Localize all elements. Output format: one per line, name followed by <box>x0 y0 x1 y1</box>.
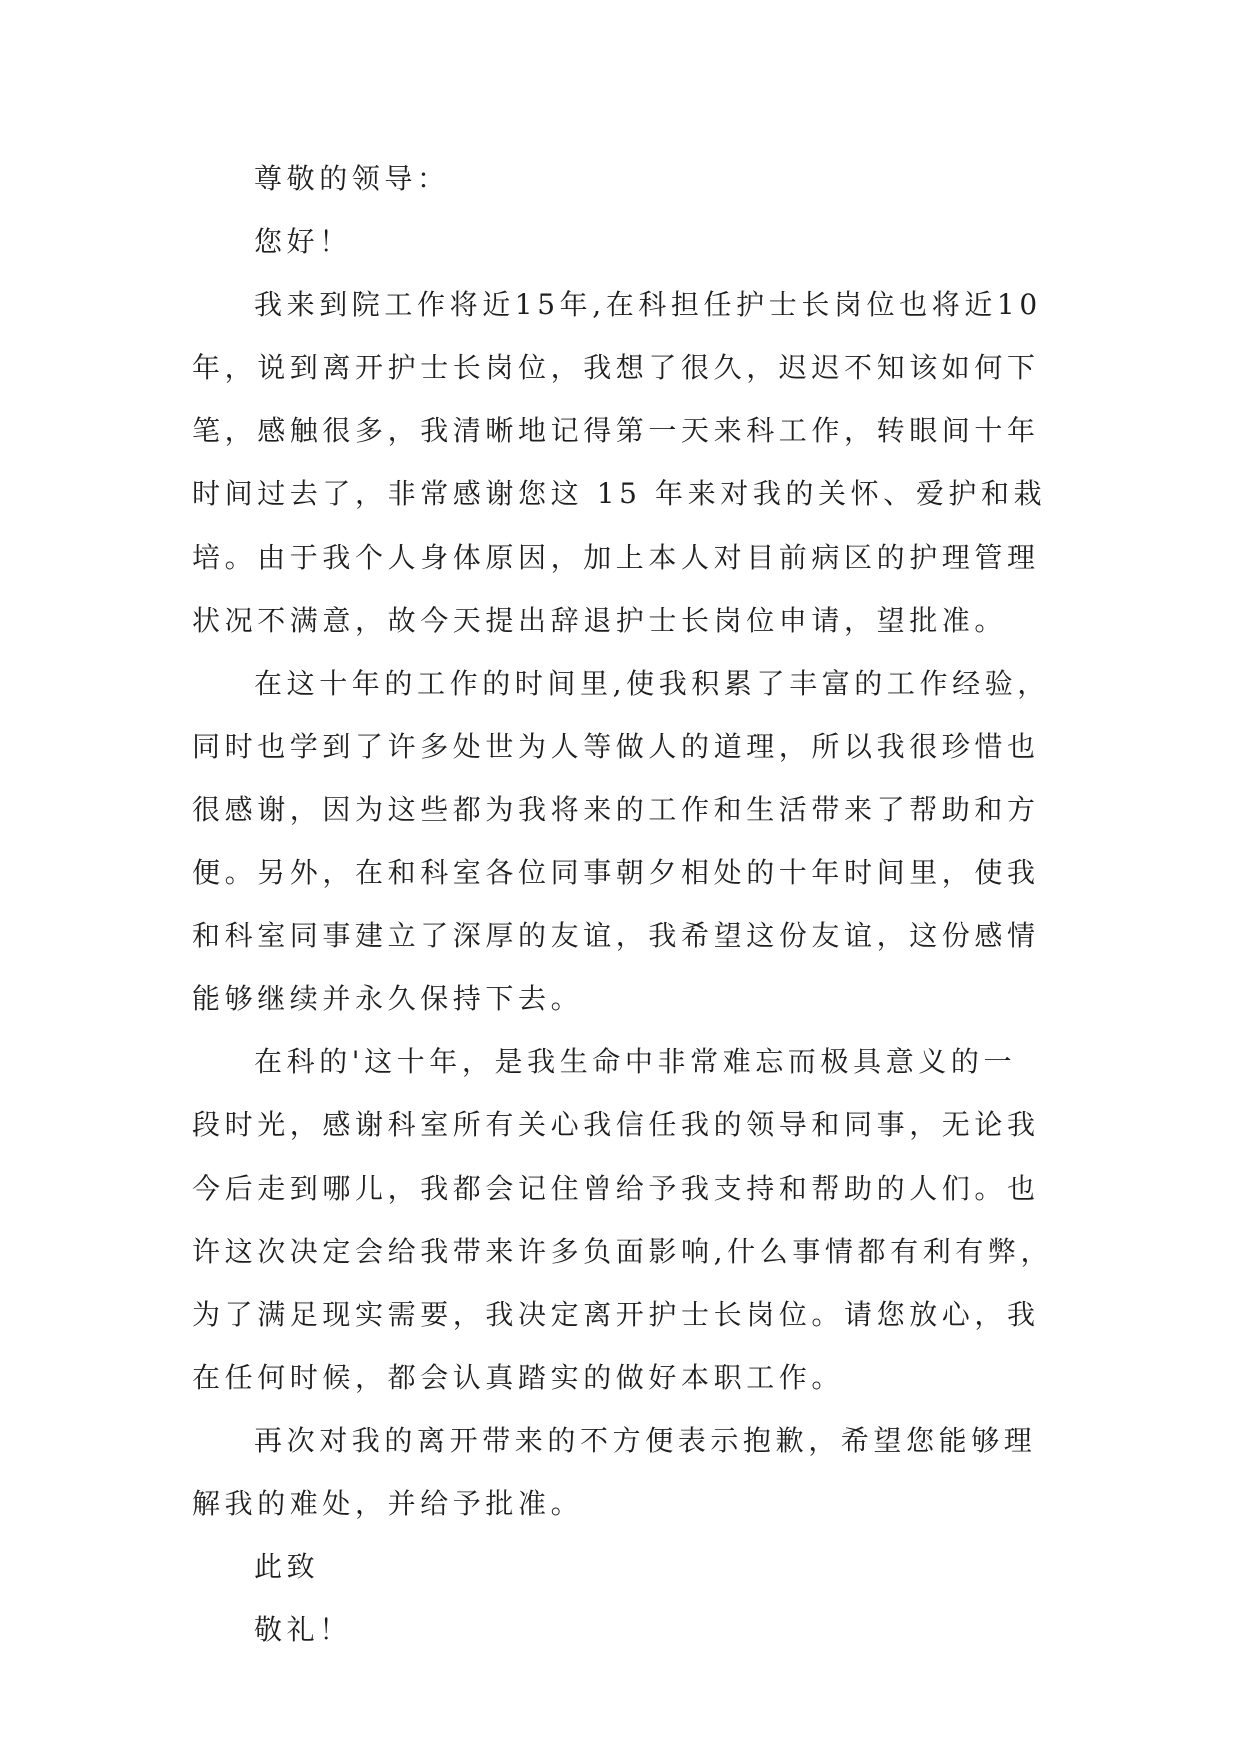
text-line: 在任何时候，都会认真踏实的做好本职工作。 <box>192 1360 845 1394</box>
text-line: 在科的'这十年，是我生命中非常难忘而极具意义的一 <box>254 1045 1017 1079</box>
closing-line-2: 敬礼！ <box>254 1613 352 1647</box>
text-line: 解我的难处，并给予批准。 <box>192 1486 584 1520</box>
text-line: 在这十年的工作的时间里,使我积累了丰富的工作经验， <box>254 666 1050 700</box>
text-line: 为了满足现实需要，我决定离开护士长岗位。请您放心，我 <box>192 1297 1040 1331</box>
text-line: 时间过去了，非常感谢您这 15 年来对我的关怀、爱护和栽 <box>192 477 1047 511</box>
text-line: 段时光，感谢科室所有关心我信任我的领导和同事，无论我 <box>192 1108 1040 1142</box>
text-line: 年，说到离开护士长岗位，我想了很久，迟迟不知该如何下 <box>192 351 1040 385</box>
closing-line-1: 此致 <box>254 1550 320 1584</box>
text-line: 再次对我的离开带来的不方便表示抱歉，希望您能够理 <box>254 1423 1037 1457</box>
text-line: 许这次决定会给我带来许多负面影响,什么事情都有利有弊， <box>192 1234 1054 1268</box>
paragraph-3 <box>192 1041 1052 1398</box>
text-line: 我来到院工作将近15年,在科担任护士长岗位也将近10 <box>254 288 1042 322</box>
paragraph-1 <box>192 284 1052 641</box>
text-line: 同时也学到了许多处世为人等做人的道理，所以我很珍惜也 <box>192 729 1040 763</box>
text-line: 今后走到哪儿，我都会记住曾给予我支持和帮助的人们。也 <box>192 1171 1040 1205</box>
text-line: 和科室同事建立了深厚的友谊，我希望这份友谊，这份感情 <box>192 919 1040 953</box>
paragraph-2 <box>192 663 1052 1020</box>
letter-body <box>192 158 1052 1672</box>
text-line: 笔，感触很多，我清晰地记得第一天来科工作，转眼间十年 <box>192 414 1040 448</box>
text-line: 能够继续并永久保持下去。 <box>192 982 584 1016</box>
text-line: 很感谢，因为这些都为我将来的工作和生活带来了帮助和方 <box>192 792 1040 826</box>
text-line: 便。另外，在和科室各位同事朝夕相处的十年时间里，使我 <box>192 856 1040 890</box>
greeting: 您好！ <box>254 225 352 259</box>
text-line: 状况不满意，故今天提出辞退护士长岗位申请，望批准。 <box>192 603 1008 637</box>
paragraph-4 <box>192 1420 1052 1525</box>
text-line: 培。由于我个人身体原因，加上本人对目前病区的护理管理 <box>192 540 1040 574</box>
salutation: 尊敬的领导： <box>254 162 450 195</box>
